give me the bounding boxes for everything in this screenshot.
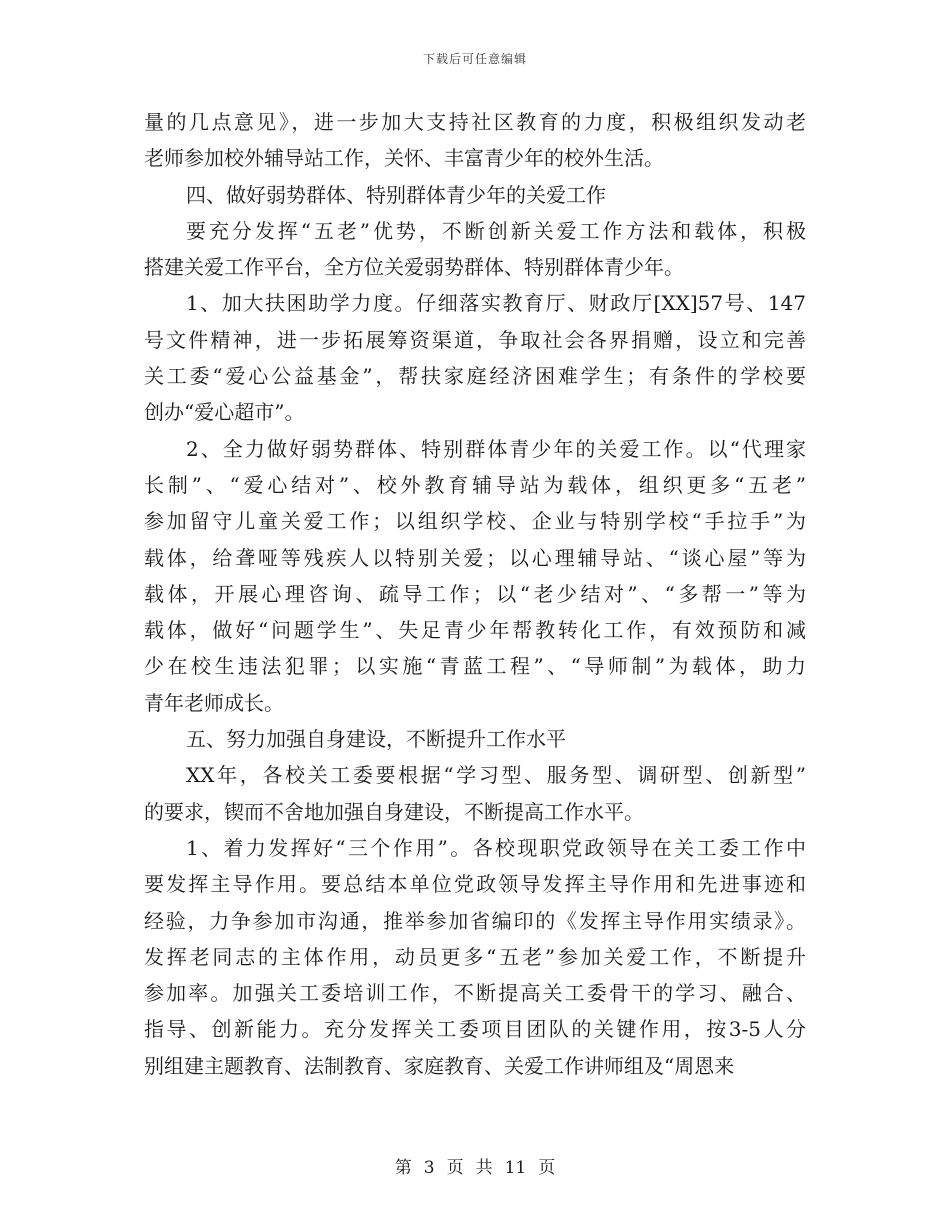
paragraph	[144, 431, 806, 721]
text-line: 要发挥主导作用。要总结本单位党政领导发挥主导作用和先进事迹和	[144, 872, 806, 897]
text-line: 要充分发挥“五老”优势，不断创新关爱工作方法和载体，积极	[186, 218, 806, 243]
text-line: 关工委“爱心公益基金”，帮扶家庭经济困难学生；有条件的学校要	[144, 364, 806, 389]
text-line: 载体，给聋哑等残疾人以特别关爱；以心理辅导站、“谈心屋”等为	[144, 545, 806, 570]
text-line: 2、全力做好弱势群体、特别群体青少年的关爱工作。以“代理家	[186, 436, 806, 461]
text-line: 四、做好弱势群体、特别群体青少年的关爱工作	[186, 182, 606, 207]
footer-total-label: 共	[475, 1158, 493, 1178]
text-line: 指导、创新能力。充分发挥关工委项目团队的关键作用，按3-5人分	[144, 1017, 806, 1042]
text-line: 号文件精神，进一步拓展筹资渠道，争取社会各界捐赠，设立和完善	[144, 327, 806, 352]
document-body	[144, 104, 806, 1084]
page-footer	[0, 1153, 950, 1178]
page-header: 下载后可任意编辑	[422, 52, 527, 66]
paragraph	[144, 757, 806, 830]
paragraph	[144, 285, 806, 430]
text-line: 五、努力加强自身建设，不断提升工作水平	[186, 727, 566, 752]
text-line: 1、着力发挥好“三个作用”。各校现职党政领导在关工委工作中	[186, 835, 806, 860]
text-line: 经验，力争参加市沟通，推举参加省编印的《发挥主导作用实绩录》。	[144, 908, 806, 933]
text-line: 载体，做好“问题学生”、失足青少年帮教转化工作，有效预防和减	[144, 618, 806, 643]
paragraph	[144, 830, 806, 1084]
text-line: 的要求，锲而不舍地加强自身建设，不断提高工作水平。	[144, 799, 644, 824]
text-line: 老师参加校外辅导站工作，关怀、丰富青少年的校外生活。	[144, 146, 664, 171]
text-line: 长制”、“爱心结对”、校外教育辅导站为载体，组织更多“五老”	[144, 472, 806, 497]
text-line: 少在校生违法犯罪；以实施“青蓝工程”、“导师制”为载体，助力	[144, 654, 806, 679]
text-line: 参加率。加强关工委培训工作，不断提高关工委骨干的学习、融合、	[144, 981, 806, 1006]
footer-prefix: 第	[394, 1158, 412, 1178]
text-line: 参加留守儿童关爱工作；以组织学校、企业与特别学校“手拉手”为	[144, 509, 806, 534]
text-line: 搭建关爱工作平台，全方位关爱弱势群体、特别群体青少年。	[144, 255, 684, 280]
footer-suffix: 页	[538, 1158, 556, 1178]
text-line: 量的几点意见》，进一步加大支持社区教育的力度，积极组织发动老	[144, 110, 806, 134]
text-line: 载体，开展心理咨询、疏导工作；以“老少结对”、“多帮一”等为	[144, 581, 806, 606]
text-line: 创办“爱心超市”。	[144, 400, 305, 425]
text-line: 青年老师成长。	[144, 690, 284, 715]
paragraph	[144, 177, 806, 213]
text-line: 发挥老同志的主体作用，动员更多“五老”参加关爱工作，不断提升	[144, 944, 806, 969]
footer-total-pages: 11	[504, 1158, 527, 1178]
text-line: 别组建主题教育、法制教育、家庭教育、关爱工作讲师组及“周恩来	[144, 1053, 735, 1078]
footer-page-word: 页	[446, 1158, 464, 1178]
paragraph	[144, 213, 806, 286]
footer-current-page: 3	[423, 1158, 435, 1178]
text-line: XX年，各校关工委要根据“学习型、服务型、调研型、创新型”	[186, 763, 806, 788]
text-line: 1、加大扶困助学力度。仔细落实教育厅、财政厅[XX]57号、147	[186, 291, 806, 316]
paragraph	[144, 721, 806, 757]
paragraph	[144, 104, 806, 177]
